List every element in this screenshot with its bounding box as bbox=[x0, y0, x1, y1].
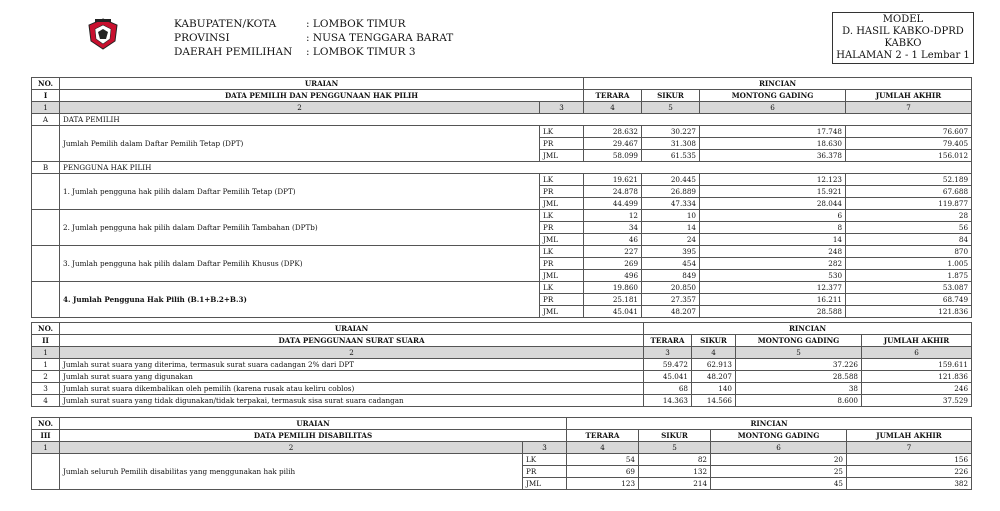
value-cell: 6 bbox=[700, 210, 846, 222]
dapil-value: : LOMBOK TIMUR 3 bbox=[306, 46, 416, 58]
value-cell: 82 bbox=[639, 454, 711, 466]
section-label: PENGGUNA HAK PILIH bbox=[60, 162, 972, 174]
value-cell: 12.377 bbox=[700, 282, 846, 294]
section-label: DATA PEMILIH bbox=[60, 114, 972, 126]
value-cell: 14.566 bbox=[692, 395, 736, 407]
value-cell: 119.877 bbox=[846, 198, 972, 210]
col-header: SIKUR bbox=[692, 335, 736, 347]
table-row bbox=[32, 126, 972, 138]
col-number: 3 bbox=[644, 347, 692, 359]
value-cell: 27.357 bbox=[642, 294, 700, 306]
row-no-cell bbox=[32, 246, 60, 282]
value-cell: 26.889 bbox=[642, 186, 700, 198]
col-uraian: URAIAN bbox=[60, 418, 567, 430]
value-cell: 24.878 bbox=[584, 186, 642, 198]
value-cell: 28.588 bbox=[700, 306, 846, 318]
row-number: 1 bbox=[32, 359, 60, 371]
table-row bbox=[32, 454, 972, 466]
value-cell: 29.467 bbox=[584, 138, 642, 150]
value-cell: 48.207 bbox=[642, 306, 700, 318]
col-number: 2 bbox=[60, 102, 540, 114]
value-cell: 123 bbox=[567, 478, 639, 490]
col-number: 4 bbox=[692, 347, 736, 359]
gender-code: LK bbox=[540, 246, 584, 258]
col-number: 2 bbox=[60, 347, 644, 359]
value-cell: 849 bbox=[642, 270, 700, 282]
gender-code: LK bbox=[540, 210, 584, 222]
col-number: 5 bbox=[639, 442, 711, 454]
value-cell: 214 bbox=[639, 478, 711, 490]
value-cell: 45.041 bbox=[584, 306, 642, 318]
value-cell: 30.227 bbox=[642, 126, 700, 138]
col-rincian: RINCIAN bbox=[584, 78, 972, 90]
value-cell: 48.207 bbox=[692, 371, 736, 383]
value-cell: 28.588 bbox=[736, 371, 862, 383]
table-row bbox=[32, 359, 972, 371]
value-cell: 76.607 bbox=[846, 126, 972, 138]
value-cell: 282 bbox=[700, 258, 846, 270]
col-header: JUMLAH AKHIR bbox=[847, 430, 972, 442]
value-cell: 248 bbox=[700, 246, 846, 258]
col-number: 5 bbox=[642, 102, 700, 114]
col-number: 1 bbox=[32, 442, 60, 454]
value-cell: 8.600 bbox=[736, 395, 862, 407]
section-roman: II bbox=[32, 335, 60, 347]
col-rincian: RINCIAN bbox=[567, 418, 972, 430]
value-cell: 38 bbox=[736, 383, 862, 395]
row-label: Jumlah surat suara yang diterima, termasuk surat suara cadangan 2% dari DPT bbox=[60, 359, 644, 371]
table-row bbox=[32, 371, 972, 383]
gender-code: PR bbox=[540, 222, 584, 234]
value-cell: 25 bbox=[711, 466, 847, 478]
value-cell: 14 bbox=[642, 222, 700, 234]
row-no-cell bbox=[32, 210, 60, 246]
value-cell: 20 bbox=[711, 454, 847, 466]
value-cell: 19.621 bbox=[584, 174, 642, 186]
value-cell: 395 bbox=[642, 246, 700, 258]
value-cell: 45.041 bbox=[644, 371, 692, 383]
value-cell: 58.099 bbox=[584, 150, 642, 162]
value-cell: 17.748 bbox=[700, 126, 846, 138]
col-header: JUMLAH AKHIR bbox=[862, 335, 972, 347]
value-cell: 8 bbox=[700, 222, 846, 234]
table-row bbox=[32, 282, 972, 294]
value-cell: 62.913 bbox=[692, 359, 736, 371]
table-row bbox=[32, 383, 972, 395]
value-cell: 46 bbox=[584, 234, 642, 246]
value-cell: 67.688 bbox=[846, 186, 972, 198]
col-header: MONTONG GADING bbox=[700, 90, 846, 102]
row-label: Jumlah surat suara yang digunakan bbox=[60, 371, 644, 383]
value-cell: 1.875 bbox=[846, 270, 972, 282]
value-cell: 68.749 bbox=[846, 294, 972, 306]
value-cell: 870 bbox=[846, 246, 972, 258]
gender-code: PR bbox=[540, 258, 584, 270]
value-cell: 44.499 bbox=[584, 198, 642, 210]
value-cell: 1.005 bbox=[846, 258, 972, 270]
value-cell: 28.044 bbox=[700, 198, 846, 210]
value-cell: 15.921 bbox=[700, 186, 846, 198]
row-label: 1. Jumlah pengguna hak pilih dalam Daftar Pemilih Tetap (DPT) bbox=[60, 174, 540, 210]
col-number: 4 bbox=[567, 442, 639, 454]
value-cell: 132 bbox=[639, 466, 711, 478]
row-number: 4 bbox=[32, 395, 60, 407]
gender-code: JML bbox=[523, 478, 567, 490]
col-number: 5 bbox=[736, 347, 862, 359]
col-number: 6 bbox=[700, 102, 846, 114]
row-label: Jumlah surat suara yang tidak digunakan/tidak terpakai, termasuk sisa surat suara cadangan bbox=[60, 395, 644, 407]
table-row bbox=[32, 395, 972, 407]
value-cell: 19.860 bbox=[584, 282, 642, 294]
value-cell: 121.836 bbox=[846, 306, 972, 318]
value-cell: 14 bbox=[700, 234, 846, 246]
row-label: 2. Jumlah pengguna hak pilih dalam Daftar Pemilih Tambahan (DPTb) bbox=[60, 210, 540, 246]
value-cell: 68 bbox=[644, 383, 692, 395]
gender-code: LK bbox=[540, 174, 584, 186]
gender-code: LK bbox=[540, 282, 584, 294]
row-label: Jumlah Pemilih dalam Daftar Pemilih Tetap (DPT) bbox=[60, 126, 540, 162]
col-uraian: URAIAN bbox=[60, 78, 584, 90]
col-header: MONTONG GADING bbox=[736, 335, 862, 347]
value-cell: 31.308 bbox=[642, 138, 700, 150]
value-cell: 56 bbox=[846, 222, 972, 234]
row-no-cell bbox=[32, 282, 60, 318]
value-cell: 25.181 bbox=[584, 294, 642, 306]
gender-code: PR bbox=[523, 466, 567, 478]
col-header: JUMLAH AKHIR bbox=[846, 90, 972, 102]
value-cell: 159.611 bbox=[862, 359, 972, 371]
dapil-label: DAERAH PEMILIHAN bbox=[174, 46, 293, 58]
section-letter: B bbox=[32, 162, 60, 174]
provinsi-value: : NUSA TENGGARA BARAT bbox=[306, 32, 454, 44]
col-header: MONTONG GADING bbox=[711, 430, 847, 442]
value-cell: 69 bbox=[567, 466, 639, 478]
value-cell: 20.850 bbox=[642, 282, 700, 294]
col-number: 7 bbox=[846, 102, 972, 114]
value-cell: 226 bbox=[847, 466, 972, 478]
col-uraian: URAIAN bbox=[60, 323, 644, 335]
row-label: 3. Jumlah pengguna hak pilih dalam Daftar Pemilih Khusus (DPK) bbox=[60, 246, 540, 282]
col-number: 7 bbox=[847, 442, 972, 454]
value-cell: 140 bbox=[692, 383, 736, 395]
value-cell: 84 bbox=[846, 234, 972, 246]
gender-code: JML bbox=[540, 270, 584, 282]
row-no-cell bbox=[32, 174, 60, 210]
col-number: 1 bbox=[32, 347, 60, 359]
col-number: 4 bbox=[584, 102, 642, 114]
model-line: HALAMAN 2 - 1 Lembar 1 bbox=[836, 50, 970, 61]
table-disabilitas bbox=[31, 417, 972, 490]
value-cell: 45 bbox=[711, 478, 847, 490]
col-no: NO. bbox=[32, 78, 60, 90]
gender-code: PR bbox=[540, 294, 584, 306]
value-cell: 54 bbox=[567, 454, 639, 466]
value-cell: 496 bbox=[584, 270, 642, 282]
value-cell: 156.012 bbox=[846, 150, 972, 162]
table-surat-suara bbox=[31, 322, 972, 407]
value-cell: 121.836 bbox=[862, 371, 972, 383]
row-number: 3 bbox=[32, 383, 60, 395]
col-number: 6 bbox=[711, 442, 847, 454]
value-cell: 37.226 bbox=[736, 359, 862, 371]
provinsi-label: PROVINSI bbox=[174, 32, 230, 44]
col-number: 3 bbox=[523, 442, 567, 454]
gender-code: JML bbox=[540, 234, 584, 246]
gender-code: JML bbox=[540, 306, 584, 318]
table-data-pemilih bbox=[31, 77, 972, 318]
value-cell: 24 bbox=[642, 234, 700, 246]
model-line: KABKO bbox=[884, 38, 922, 49]
gender-code: JML bbox=[540, 150, 584, 162]
value-cell: 28.632 bbox=[584, 126, 642, 138]
value-cell: 16.211 bbox=[700, 294, 846, 306]
table-row bbox=[32, 210, 972, 222]
value-cell: 12 bbox=[584, 210, 642, 222]
gender-code: PR bbox=[540, 138, 584, 150]
col-header: TERARA bbox=[584, 90, 642, 102]
section-letter: A bbox=[32, 114, 60, 126]
table-row bbox=[32, 246, 972, 258]
value-cell: 269 bbox=[584, 258, 642, 270]
gender-code: PR bbox=[540, 186, 584, 198]
value-cell: 382 bbox=[847, 478, 972, 490]
section-title: DATA PEMILIH DISABILITAS bbox=[60, 430, 567, 442]
value-cell: 37.529 bbox=[862, 395, 972, 407]
value-cell: 246 bbox=[862, 383, 972, 395]
section-roman: I bbox=[32, 90, 60, 102]
document-header bbox=[0, 0, 1000, 72]
row-label: Jumlah seluruh Pemilih disabilitas yang menggunakan hak pilih bbox=[60, 454, 523, 490]
section-title: DATA PENGGUNAAN SURAT SUARA bbox=[60, 335, 644, 347]
kabupaten-value: : LOMBOK TIMUR bbox=[306, 18, 406, 30]
value-cell: 10 bbox=[642, 210, 700, 222]
gender-code: LK bbox=[540, 126, 584, 138]
col-no: NO. bbox=[32, 323, 60, 335]
header-info bbox=[174, 17, 453, 59]
value-cell: 12.123 bbox=[700, 174, 846, 186]
col-number: 2 bbox=[60, 442, 523, 454]
value-cell: 36.378 bbox=[700, 150, 846, 162]
value-cell: 28 bbox=[846, 210, 972, 222]
value-cell: 18.630 bbox=[700, 138, 846, 150]
col-header: TERARA bbox=[644, 335, 692, 347]
value-cell: 53.087 bbox=[846, 282, 972, 294]
col-header: SIKUR bbox=[639, 430, 711, 442]
table-row bbox=[32, 174, 972, 186]
col-number: 3 bbox=[540, 102, 584, 114]
value-cell: 47.334 bbox=[642, 198, 700, 210]
kpu-logo-icon bbox=[86, 17, 120, 51]
model-line: MODEL bbox=[882, 14, 924, 25]
row-label: Jumlah surat suara dikembalikan oleh pemilih (karena rusak atau keliru coblos) bbox=[60, 383, 644, 395]
col-no: NO. bbox=[32, 418, 60, 430]
model-line: D. HASIL KABKO-DPRD bbox=[842, 26, 964, 37]
value-cell: 61.535 bbox=[642, 150, 700, 162]
value-cell: 79.405 bbox=[846, 138, 972, 150]
section-roman: III bbox=[32, 430, 60, 442]
row-label: 4. Jumlah Pengguna Hak Pilih (B.1+B.2+B.3) bbox=[60, 282, 540, 318]
gender-code: JML bbox=[540, 198, 584, 210]
value-cell: 59.472 bbox=[644, 359, 692, 371]
value-cell: 227 bbox=[584, 246, 642, 258]
value-cell: 530 bbox=[700, 270, 846, 282]
col-rincian: RINCIAN bbox=[644, 323, 972, 335]
col-header: TERARA bbox=[567, 430, 639, 442]
value-cell: 156 bbox=[847, 454, 972, 466]
col-number: 1 bbox=[32, 102, 60, 114]
section-title: DATA PEMILIH DAN PENGGUNAAN HAK PILIH bbox=[60, 90, 584, 102]
value-cell: 34 bbox=[584, 222, 642, 234]
row-no-cell bbox=[32, 454, 60, 490]
gender-code: LK bbox=[523, 454, 567, 466]
model-box bbox=[832, 12, 974, 64]
value-cell: 454 bbox=[642, 258, 700, 270]
row-no-cell bbox=[32, 126, 60, 162]
col-number: 6 bbox=[862, 347, 972, 359]
value-cell: 20.445 bbox=[642, 174, 700, 186]
value-cell: 14.363 bbox=[644, 395, 692, 407]
kabupaten-label: KABUPATEN/KOTA bbox=[174, 18, 277, 30]
row-number: 2 bbox=[32, 371, 60, 383]
value-cell: 52.189 bbox=[846, 174, 972, 186]
col-header: SIKUR bbox=[642, 90, 700, 102]
